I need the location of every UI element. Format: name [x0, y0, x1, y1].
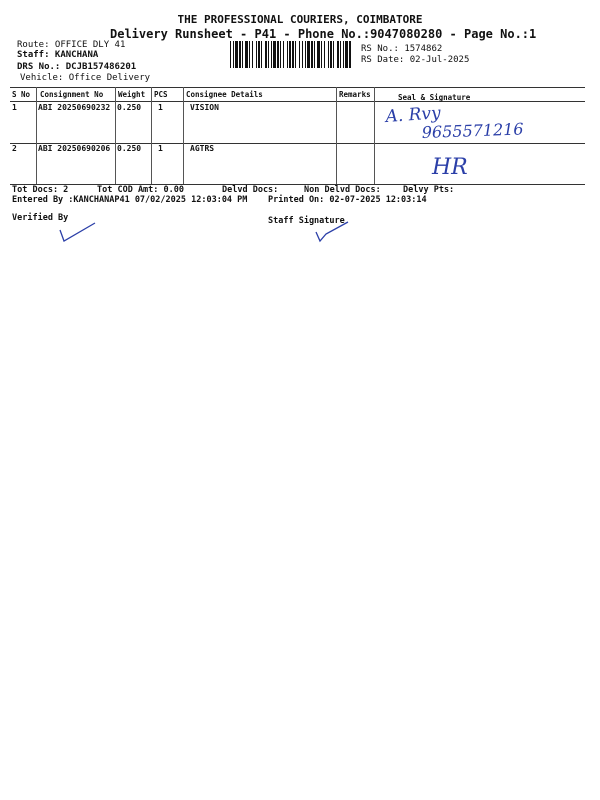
col-header-sno: S No [12, 90, 31, 99]
barcode-bar [233, 41, 234, 68]
barcode-bar [256, 41, 257, 68]
barcode-bar [328, 41, 329, 68]
verified-tick-icon [55, 220, 100, 245]
row-pcs: 1 [158, 103, 163, 112]
barcode-bar [287, 41, 288, 68]
barcode-bar [235, 41, 238, 68]
verified-by-label: Verified By [12, 213, 69, 223]
row-consignment-no: ABI 20250690232 [38, 103, 111, 112]
entered-by: Entered By :KANCHANAP41 07/02/2025 12:03:04 PM [12, 195, 248, 205]
barcode-bar [305, 41, 306, 68]
barcode-bar [252, 41, 253, 68]
row-weight: 0.250 [117, 144, 142, 153]
col-divider [374, 87, 375, 184]
barcode-image [230, 41, 352, 68]
barcode-bar [277, 41, 279, 68]
vehicle-label: Vehicle: Office Delivery [20, 73, 151, 83]
row-consignee: VISION [190, 103, 219, 112]
col-divider [115, 87, 116, 184]
barcode-bar [317, 41, 320, 68]
barcode-bar [265, 41, 267, 68]
barcode-bar [273, 41, 276, 68]
row-sno: 2 [12, 144, 17, 153]
barcode-bar [295, 41, 296, 68]
total-docs: Tot Docs: 2 [12, 185, 69, 195]
barcode-bar [321, 41, 322, 68]
printed-on: Printed On: 02-07-2025 12:03:14 [268, 195, 427, 205]
staff-tick-icon [310, 220, 355, 245]
barcode-bar [239, 41, 241, 68]
barcode-bar [337, 41, 339, 68]
col-divider [336, 87, 337, 184]
delivered-docs: Delvd Docs: [222, 185, 279, 195]
barcode-bar [333, 41, 334, 68]
barcode-bar [302, 41, 303, 68]
barcode-bar [271, 41, 272, 68]
barcode-bar [330, 41, 332, 68]
row-sno: 1 [12, 103, 17, 112]
rs-number: RS No.: 1574862 [361, 44, 443, 54]
col-divider [183, 87, 184, 184]
table-top-rule [10, 87, 585, 88]
staff-signature-label: Staff Signature [268, 216, 345, 226]
col-divider [36, 87, 37, 184]
barcode-bar [249, 41, 250, 68]
barcode-bar [242, 41, 243, 68]
handwritten-signatures [380, 100, 580, 185]
barcode-bar [349, 41, 351, 68]
drs-number: DRS No.: DCJB157486201 [17, 62, 137, 72]
barcode-bar [340, 41, 341, 68]
barcode-bar [230, 41, 231, 68]
col-header-seal: Seal & Signature [398, 93, 471, 102]
total-cod-amount: Tot COD Amt: 0.00 [97, 185, 184, 195]
barcode-bar [345, 41, 348, 68]
barcode-bar [283, 41, 284, 68]
row-weight: 0.250 [117, 103, 142, 112]
delivery-points: Delvy Pts: [403, 185, 455, 195]
barcode-bar [289, 41, 291, 68]
row-pcs: 1 [158, 144, 163, 153]
col-header-pcs: PCS [154, 90, 168, 99]
barcode-bar [324, 41, 325, 68]
handwritten-receiver-name: A. Rvy [384, 103, 442, 127]
barcode-bar [292, 41, 294, 68]
barcode-bar [258, 41, 260, 68]
barcode-bar [245, 41, 248, 68]
row-consignment-no: ABI 20250690206 [38, 144, 111, 153]
non-delivered-docs: Non Delvd Docs: [304, 185, 381, 195]
row-consignee: AGTRS [190, 144, 215, 153]
route-label: Route: OFFICE DLY 41 [17, 40, 126, 50]
runsheet-title: Delivery Runsheet - P41 - Phone No.:9047080280 - Page No.:1 [110, 27, 537, 41]
col-header-consignment: Consignment No [40, 90, 104, 99]
barcode-bar [280, 41, 281, 68]
rs-date: RS Date: 02-Jul-2025 [361, 55, 470, 65]
handwritten-initials: HR [432, 155, 468, 180]
barcode-bar [343, 41, 344, 68]
col-divider [151, 87, 152, 184]
barcode-bar [299, 41, 300, 68]
col-header-consignee: Consignee Details [186, 90, 263, 99]
staff-label: Staff: KANCHANA [17, 50, 99, 60]
col-header-remarks: Remarks [339, 90, 371, 99]
barcode-bar [268, 41, 269, 68]
barcode-bar [261, 41, 262, 68]
barcode-bar [307, 41, 310, 68]
col-header-weight: Weight [118, 90, 146, 99]
barcode-bar [314, 41, 315, 68]
company-title: THE PROFESSIONAL COURIERS, COIMBATORE [177, 13, 423, 26]
handwritten-phone-number: 9655571216 [421, 119, 524, 142]
barcode-bar [311, 41, 313, 68]
